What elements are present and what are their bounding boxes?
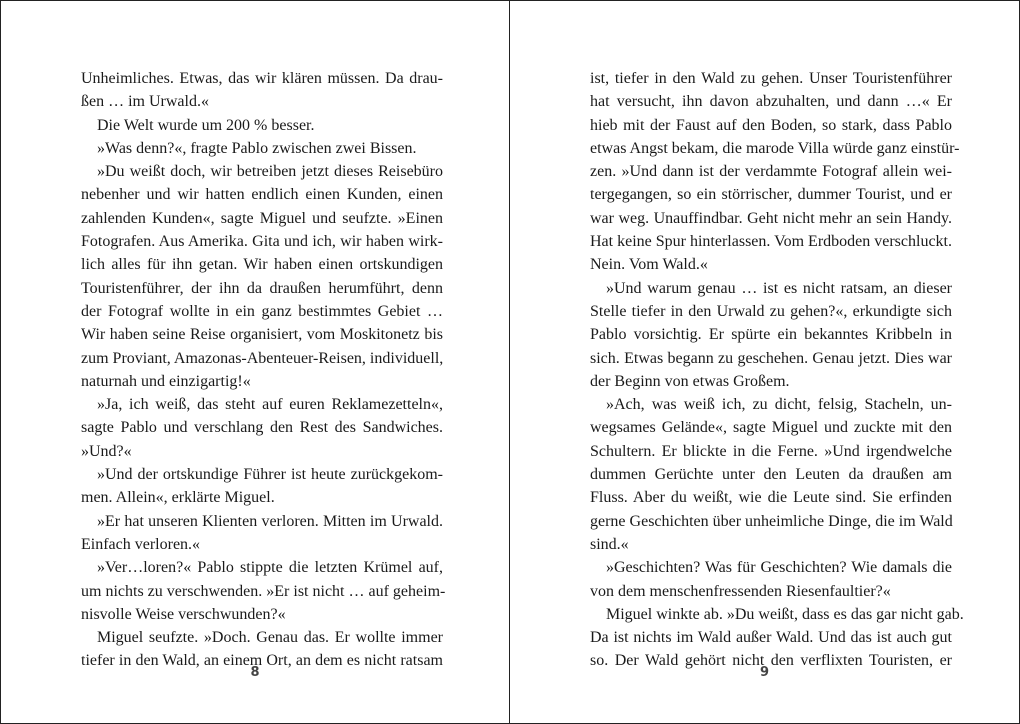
text-line: Wir haben seine Reise organisiert, vom Moskitonetz bis (81, 326, 443, 344)
page-number-left: 8 (250, 665, 260, 680)
text-line: »Und warum genau … ist es nicht ratsam, an dieser (606, 279, 952, 297)
text-line: sagte Pablo und verschlang den Rest des Sandwiches. (81, 419, 443, 437)
text-line: »Und der ortskundige Führer ist heute zurückgekom- (97, 466, 443, 484)
text-line: etwas Angst bekam, die marode Villa würde ganz einstür- (590, 139, 960, 157)
text-line: Fluss. Aber du weißt, wie die Leute sind. Sie erfinden (590, 489, 952, 507)
text-line: Die Welt wurde um 200 % besser. (97, 116, 315, 134)
text-line: hat versucht, ihn davon abzuhalten, und dann …« Er (590, 93, 952, 111)
text-line: sich. Etwas begann zu geschehen. Genau jetzt. Dies war (590, 349, 952, 367)
text-line: Unheimliches. Etwas, das wir klären müssen. Da drau- (81, 70, 443, 87)
text-line: von dem menschenfressenden Riesenfaultier?« (590, 582, 891, 600)
text-line: um nichts zu verschwenden. »Er ist nicht … auf geheim- (81, 582, 446, 600)
text-line: »Du weißt doch, wir betreiben jetzt dieses Reisebüro (97, 163, 443, 181)
text-line: Da ist nichts im Wald außer Wald. Und das ist auch gut (590, 629, 952, 647)
text-line: der Fotograf wollte in ein ganz bestimmtes Gebiet … (81, 302, 443, 320)
text-line: »Und?« (81, 442, 132, 460)
text-line: tiefer in den Wald, an einem Ort, an dem es nicht ratsam (81, 652, 443, 670)
text-line: sind.« (590, 535, 629, 553)
text-line: »Was denn?«, fragte Pablo zwischen zwei Bissen. (97, 139, 417, 157)
text-line: nebenher und wir hatten endlich einen Kunden, einen (81, 186, 443, 204)
text-line: Fotografen. Aus Amerika. Gita und ich, wir haben wirk- (81, 233, 443, 251)
text-line: zen. »Und dann ist der verdammte Fotograf allein wei- (590, 163, 952, 181)
text-line: »Ja, ich weiß, das steht auf euren Reklamezetteln«, (97, 396, 443, 414)
text-line: war weg. Unauffindbar. Geht nicht mehr an sein Handy. (590, 209, 952, 227)
text-line: gerne Geschichten über unheimliche Dinge, die im Wald (590, 512, 953, 530)
text-line: tergegangen, so ein störrischer, dummer Tourist, und er (590, 186, 952, 204)
right-page-text (590, 67, 964, 673)
text-line: »Ver…loren?« Pablo stippte die letzten Krümel auf, (97, 559, 443, 577)
page-number-right: 9 (759, 665, 770, 680)
left-page (1, 1, 510, 723)
text-line: Hat keine Spur hinterlassen. Vom Erdboden verschluckt. (590, 233, 952, 251)
text-line: Stelle tiefer in den Urwald zu gehen?«, erkundigte sich (590, 302, 952, 320)
text-line: dummen Gerüchte unter den Leuten da draußen am (590, 466, 952, 484)
left-page-text (81, 67, 446, 673)
text-line: Pablo vorsichtig. Er spürte ein bekanntes Kribbeln in (590, 326, 952, 344)
text-line: Miguel seufzte. »Doch. Genau das. Er wollte immer (97, 629, 443, 647)
text-line: Miguel winkte ab. »Du weißt, dass es das gar nicht gab. (606, 605, 964, 623)
text-line: »Er hat unseren Klienten verloren. Mitten im Urwald. (97, 512, 443, 530)
text-line: zum Proviant, Amazonas-Abenteuer-Reisen, individuell, (81, 349, 444, 367)
text-line: ist, tiefer in den Wald zu gehen. Unser Touristenführer (590, 70, 952, 87)
text-line: ßen … im Urwald.« (81, 93, 209, 111)
text-line: zahlenden Kunden«, sagte Miguel und seufzte. »Einen (81, 209, 443, 227)
text-line: »Ach, was weiß ich, zu dicht, felsig, Stacheln, un- (606, 396, 952, 414)
text-line: »Geschichten? Was für Geschichten? Wie damals die (606, 559, 952, 577)
right-page (510, 1, 1019, 723)
text-line: so. Der Wald gehört nicht den verflixten Touristen, er (590, 652, 952, 670)
text-line: Nein. Vom Wald.« (590, 256, 708, 274)
text-line: hieb mit der Faust auf den Boden, so stark, dass Pablo (590, 116, 952, 134)
text-line: Touristenführer, der ihn da draußen herumführt, denn (81, 279, 443, 297)
text-line: Einfach verloren.« (81, 535, 201, 553)
text-line: der Beginn von etwas Großem. (590, 372, 790, 390)
text-line: Schultern. Er blickte in die Ferne. »Und irgendwelche (590, 442, 952, 460)
text-line: wegsames Gelände«, sagte Miguel und zuckte mit den (590, 419, 952, 437)
text-line: nisvolle Weise verschwunden?« (81, 605, 286, 623)
text-line: men. Allein«, erklärte Miguel. (81, 489, 275, 507)
text-line: lich alles für ihn getan. Wir haben einen ortskundigen (81, 256, 443, 274)
text-line: naturnah und einzigartig!« (81, 372, 251, 390)
